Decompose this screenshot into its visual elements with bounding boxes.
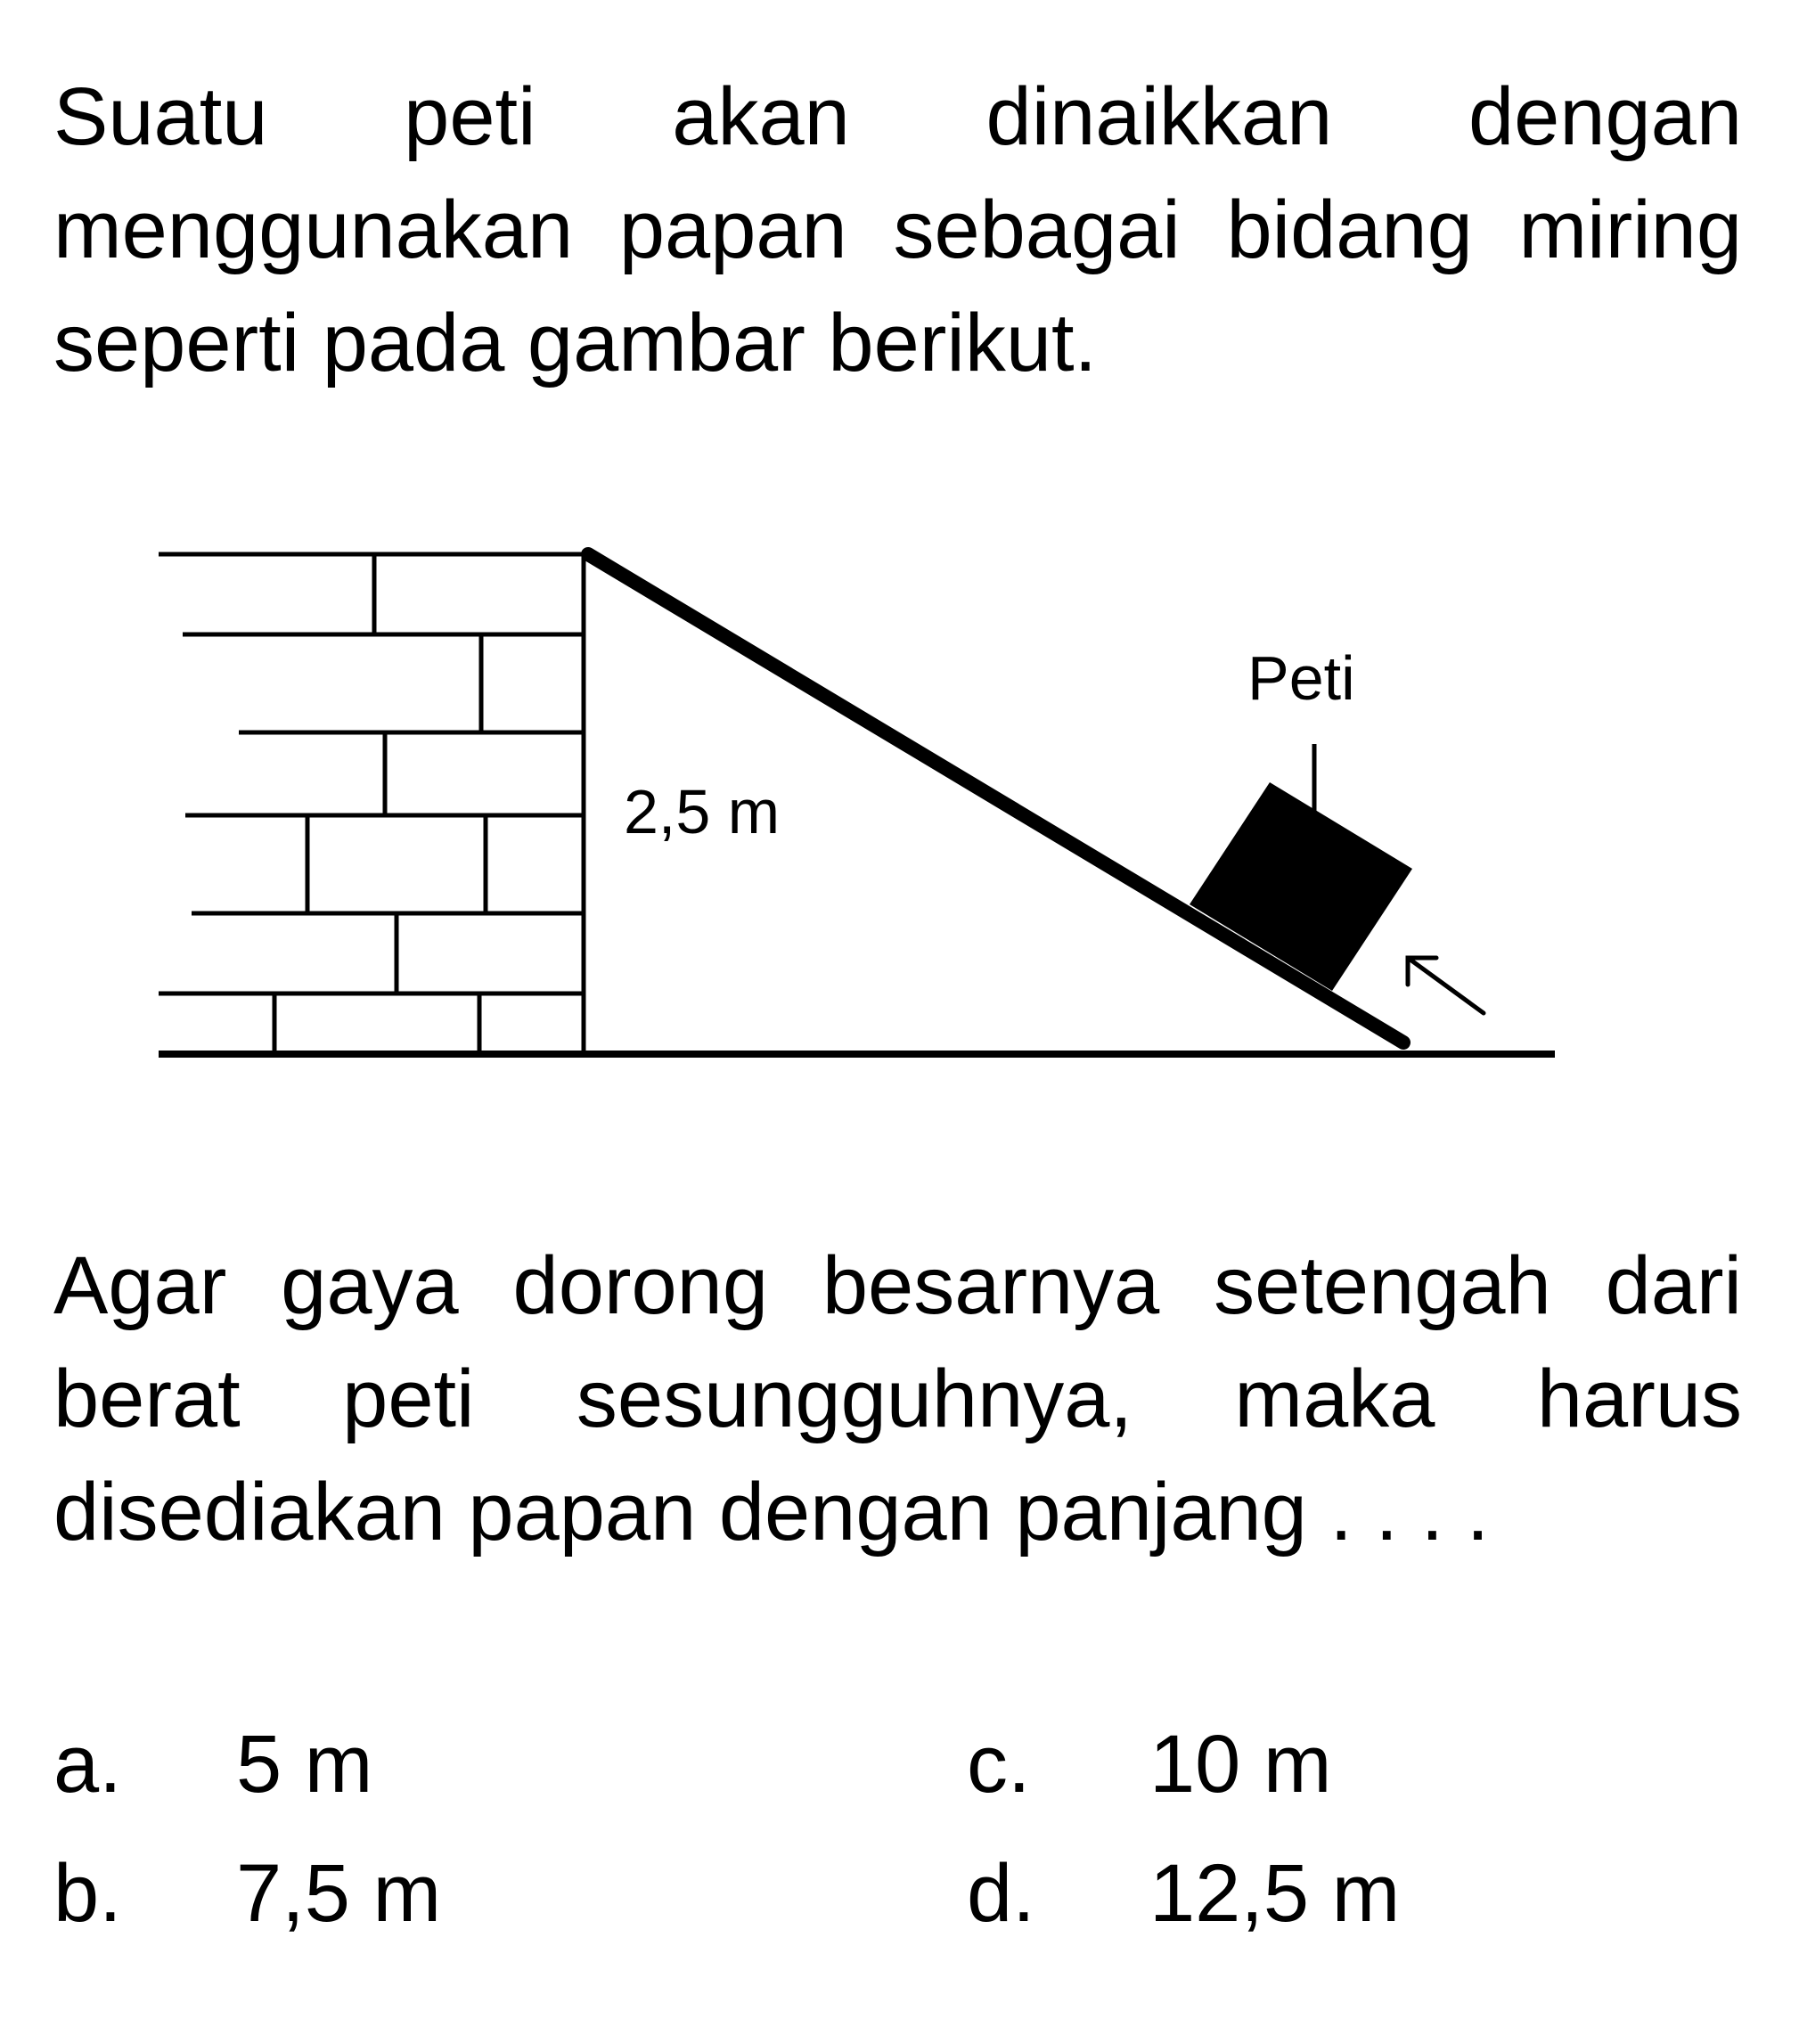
option-value: 5 m	[236, 1719, 373, 1810]
option-a[interactable]	[53, 1715, 372, 1813]
crate	[1190, 782, 1412, 991]
question-paragraph: Agar gaya dorong besarnya setengah dari berat peti sesungguhnya, maka harus disediakan papan dengan panjang . . . .	[53, 1240, 1742, 1558]
height-label: 2,5 m	[624, 777, 781, 846]
option-c[interactable]	[967, 1715, 1332, 1813]
option-value: 12,5 m	[1149, 1848, 1401, 1939]
option-letter: a.	[53, 1719, 122, 1810]
inclined-plane-figure	[0, 499, 1799, 1123]
box-label: Peti	[1247, 643, 1355, 713]
option-letter: c.	[967, 1719, 1031, 1810]
intro-paragraph: Suatu peti akan dinaikkan dengan menggunakan papan sebagai bidang miring seperti pada gambar berikut.	[53, 71, 1742, 388]
option-value: 10 m	[1149, 1719, 1332, 1810]
option-letter: b.	[53, 1848, 122, 1939]
option-letter: d.	[967, 1848, 1035, 1939]
option-d[interactable]	[967, 1844, 1400, 1942]
push-arrow-icon	[1408, 958, 1484, 1013]
option-value: 7,5 m	[236, 1848, 442, 1939]
option-b[interactable]	[53, 1844, 441, 1942]
brick-wall	[159, 554, 584, 1054]
